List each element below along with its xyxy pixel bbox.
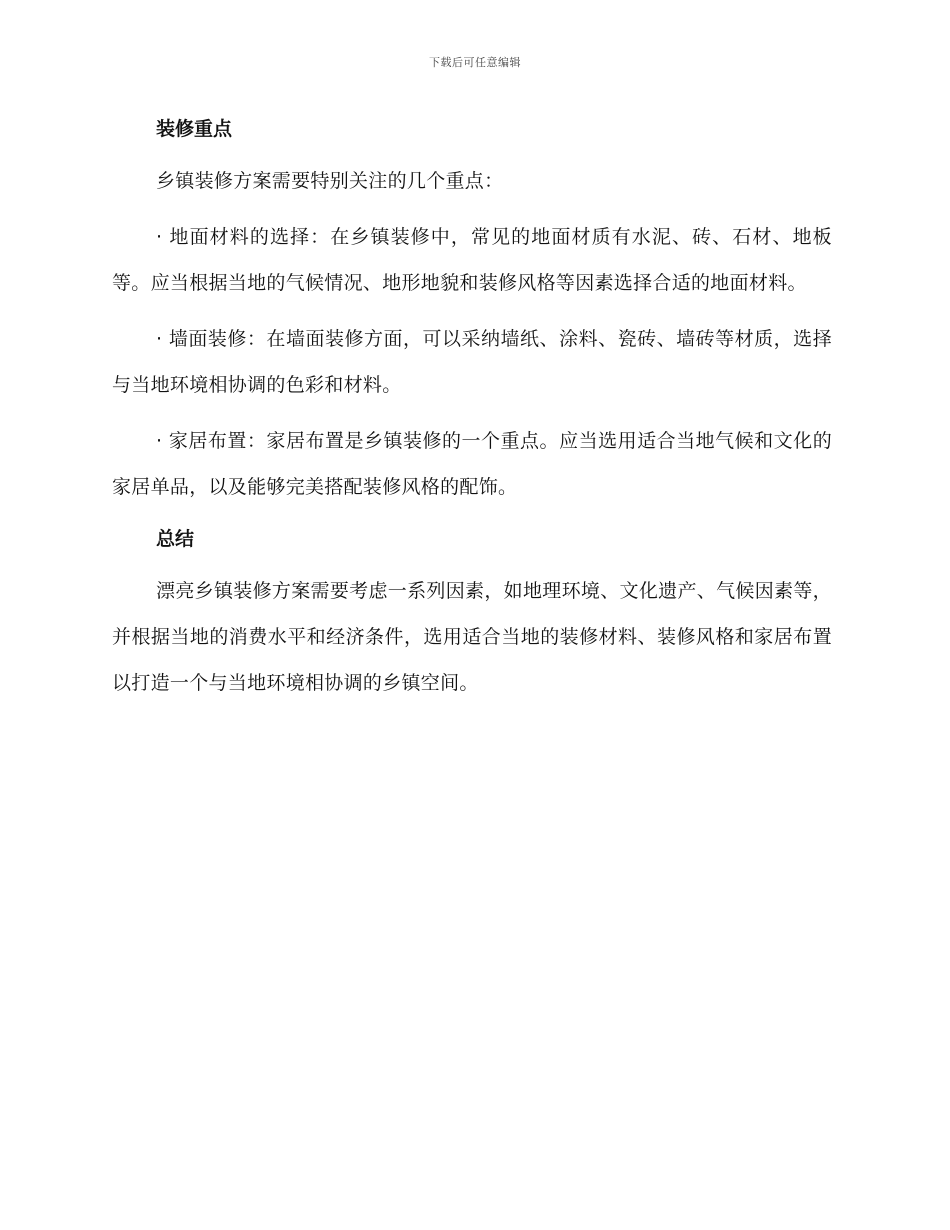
document-body xyxy=(112,112,832,706)
section-heading-summary: 总结 xyxy=(156,528,195,550)
header-note: 下载后可任意编辑 xyxy=(429,56,521,69)
bullet-wall-finishing: · 墙面装修：在墙面装修方面，可以采纳墙纸、涂料、瓷砖、墙砖等材质，选择与当地环境相协调的色彩和材料。 xyxy=(112,328,832,396)
bullet-floor-materials: · 地面材料的选择：在乡镇装修中，常见的地面材质有水泥、砖、石材、地板等。应当根据当地的气候情况、地形地貌和装修风格等因素选择合适的地面材料。 xyxy=(112,226,832,294)
intro-paragraph: 乡镇装修方案需要特别关注的几个重点： xyxy=(156,170,504,192)
section-heading-key-points: 装修重点 xyxy=(156,118,233,140)
summary-paragraph: 漂亮乡镇装修方案需要考虑一系列因素，如地理环境、文化遗产、气候因素等，并根据当地的消费水平和经济条件，选用适合当地的装修材料、装修风格和家居布置以打造一个与当地环境相协调的乡镇空间。 xyxy=(112,580,832,694)
bullet-home-furnishing: · 家居布置：家居布置是乡镇装修的一个重点。应当选用适合当地气候和文化的家居单品，以及能够完美搭配装修风格的配饰。 xyxy=(112,430,832,498)
